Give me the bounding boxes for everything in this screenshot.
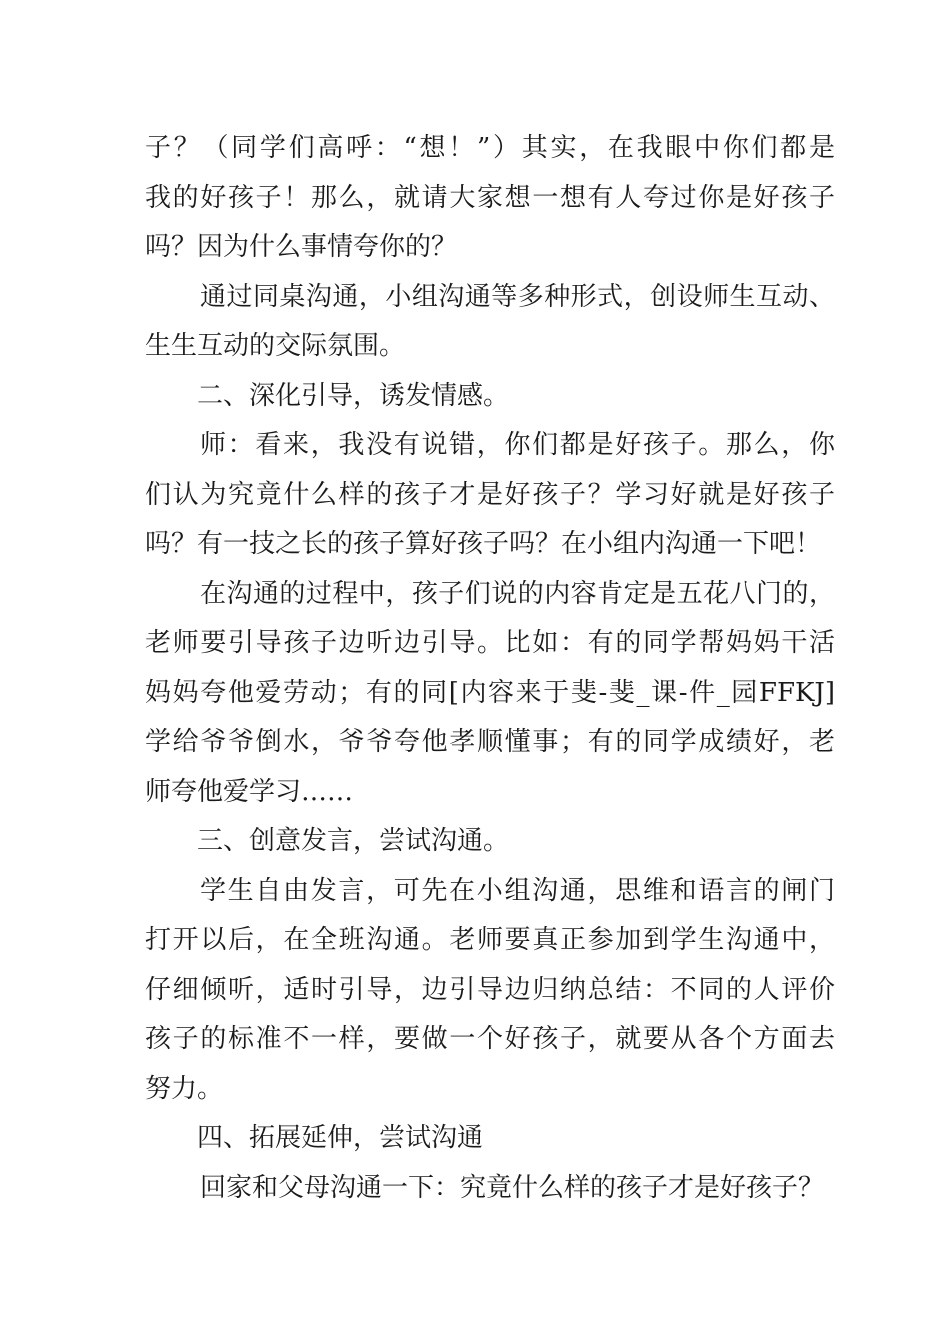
paragraph-teacher-question: [145, 421, 835, 570]
text-line: 妈妈夸他爱劳动；有的同[内容来于斐-斐_课-件_园FFKJ]: [145, 677, 835, 708]
paragraph-free-speech: [145, 867, 835, 1115]
text-line: 在沟通的过程中，孩子们说的内容肯定是五花八门的，: [200, 578, 835, 609]
text-line: 孩子的标准不一样，要做一个好孩子，就要从各个方面去: [145, 1024, 835, 1054]
paragraph-continuation: [145, 124, 835, 273]
text-line: 师：看来，我没有说错，你们都是好孩子。那么，你: [200, 430, 835, 460]
text-line: 吗？有一技之长的孩子算好孩子吗？在小组内沟通一下吧！: [145, 529, 822, 559]
text-line: 打开以后，在全班沟通。老师要真正参加到学生沟通中，: [145, 925, 835, 955]
paragraph-homework: [145, 1164, 835, 1214]
text-line: 仔细倾听，适时引导，边引导边归纳总结：不同的人评价: [145, 974, 835, 1005]
text-line: 老师要引导孩子边听边引导。比如：有的同学帮妈妈干活: [145, 628, 835, 658]
text-line: 回家和父母沟通一下：究竟什么样的孩子才是好孩子？: [200, 1172, 825, 1203]
text-line: 生生互动的交际氛围。: [145, 331, 406, 361]
paragraph-interaction-note: [145, 273, 835, 372]
text-line: 学生自由发言，可先在小组沟通，思维和语言的闸门: [200, 875, 835, 906]
text-line: 学给爷爷倒水，爷爷夸他孝顺懂事；有的同学成绩好，老: [145, 727, 835, 757]
section-heading-4: 四、拓展延伸，尝试沟通: [197, 1123, 484, 1153]
text-line: 吗？因为什么事情夸你的？: [145, 232, 458, 262]
text-line: 子？（同学们高呼：“想！”）其实，在我眼中你们都是: [145, 133, 835, 163]
section-heading-2: 二、深化引导，诱发情感。: [197, 380, 510, 411]
text-line: 通过同桌沟通，小组沟通等多种形式，创设师生互动、: [200, 281, 835, 312]
section-heading-3: 三、创意发言，尝试沟通。: [197, 826, 510, 856]
text-line: 师夸他爱学习……: [145, 776, 354, 807]
text-line: 我的好孩子！那么，就请大家想一想有人夸过你是好孩子: [145, 182, 835, 213]
paragraph-discussion-process: [145, 570, 835, 818]
document-body: [145, 124, 835, 1213]
text-line: 们认为究竟什么样的孩子才是好孩子？学习好就是好孩子: [145, 479, 835, 510]
text-line: 努力。: [145, 1073, 224, 1104]
